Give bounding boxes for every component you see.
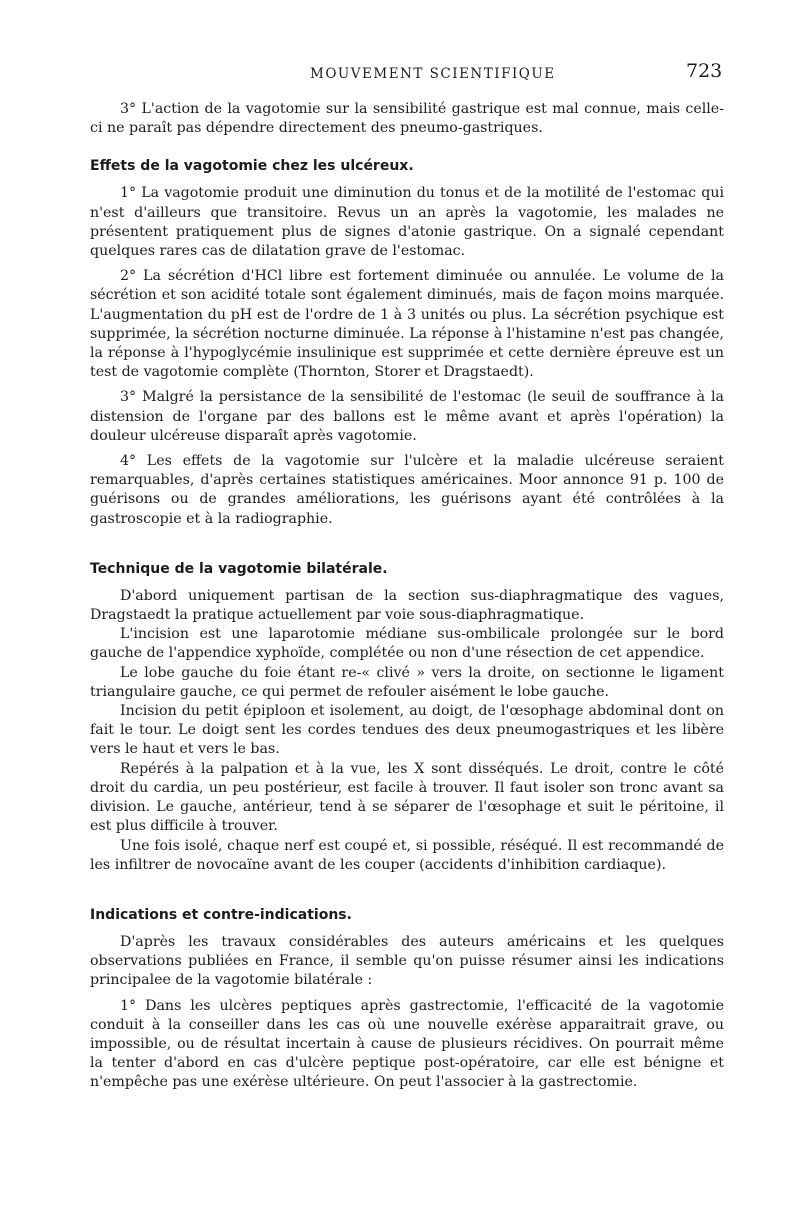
paragraph: L'incision est une laparotomie médiane sus-ombilicale prolongée sur le bord gauche de l'appendice xyphoïde, complétée ou non d'une résection de cet appendice.: [90, 626, 724, 662]
body-text: [90, 100, 724, 1093]
section-heading: Effets de la vagotomie chez les ulcéreux.: [90, 158, 414, 175]
page-header: [0, 60, 800, 90]
paragraph: 2° La sécrétion d'HCl libre est fortement diminuée ou annulée. Le volume de la sécrétion et son acidité totale sont également diminués, mais de façon moins marquée. L'augmentation du pH est de l'ordre de 1 à 3 unités ou plus. La sécrétion psychique est supprimée, la sécrétion nocturne diminuée. La réponse à l'histamine n'est pas changée, la réponse à l'hypoglycémie insulinique est supprimée et cette dernière épreuve est un test de vagotomie complète (Thornton, Storer et Dragstaedt).: [90, 268, 724, 381]
paragraph: 1° Dans les ulcères peptiques après gastrectomie, l'efficacité de la vagotomie conduit à la conseiller dans les cas où une nouvelle exérèse apparaitrait grave, ou impossible, ou de résultat incertain à cause de plusieurs récidives. On pourrait même la tenter d'abord en cas d'ulcère peptique post-opératoire, car elle est bénigne et n'empêche pas une exérèse ultérieure. On peut l'associer à la gastrectomie.: [90, 997, 724, 1091]
paragraph: Le lobe gauche du foie étant re-« clivé » vers la droite, on sectionne le ligament triangulaire gauche, ce qui permet de refouler aisément le lobe gauche.: [90, 664, 724, 700]
section-heading: Technique de la vagotomie bilatérale.: [90, 560, 388, 577]
paragraph: 3° Malgré la persistance de la sensibilité de l'estomac (le seuil de souffrance à la distension de l'organe par des ballons est le même avant et après l'opération) la douleur ulcéreuse disparaît après vagotomie.: [90, 389, 724, 444]
paragraph: D'après les travaux considérables des auteurs américains et les quelques observations publiées en France, il semble qu'on puisse résumer ainsi les indications principalee de la vagotomie bilatérale :: [90, 933, 724, 989]
paragraph: Incision du petit épiploon et isolement, au doigt, de l'œsophage abdominal dont on fait le tour. Le doigt sent les cordes tendues des deux pneumogastriques et les libère vers le haut et vers le bas.: [90, 703, 724, 758]
paragraph: D'abord uniquement partisan de la section sus-diaphragmatique des vagues, Dragstaedt la pratique actuellement par voie sous-diaphragmatique.: [90, 587, 724, 624]
page-number: 723: [686, 60, 723, 82]
paragraph: 4° Les effets de la vagotomie sur l'ulcère et la maladie ulcéreuse seraient remarquables, d'après certaines statistiques américaines. Moor annonce 91 p. 100 de guérisons ou de grandes améliorations, les guérisons ayant été contrôlées à la gastroscopie et à la radiographie.: [90, 453, 724, 527]
paragraph: 1° La vagotomie produit une diminution du tonus et de la motilité de l'estomac qui n'est d'ailleurs que transitoire. Revus un an après la vagotomie, les malades ne présentent pratiquement plus de signes d'atonie gastrique. On a signalé cependant quelques rares cas de dilatation grave de l'estomac.: [90, 185, 724, 260]
paragraph: 3° L'action de la vagotomie sur la sensibilité gastrique est mal connue, mais celle-ci ne paraît pas dépendre directement des pneumo-gastriques.: [90, 101, 724, 137]
section-heading: Indications et contre-indications.: [90, 906, 352, 923]
running-title: MOUVEMENT SCIENTIFIQUE: [310, 66, 556, 82]
paragraph: Repérés à la palpation et à la vue, les X sont disséqués. Le droit, contre le côté droit du cardia, un peu postérieur, est facile à trouver. Il faut isoler son tronc avant sa division. Le gauche, antérieur, tend à se séparer de l'œsophage et suit le péritoine, il est plus difficile à trouver.: [90, 760, 724, 835]
paragraph: Une fois isolé, chaque nerf est coupé et, si possible, réséqué. Il est recommandé de les infiltrer de novocaïne avant de les couper (accidents d'inhibition cardiaque).: [90, 837, 724, 873]
